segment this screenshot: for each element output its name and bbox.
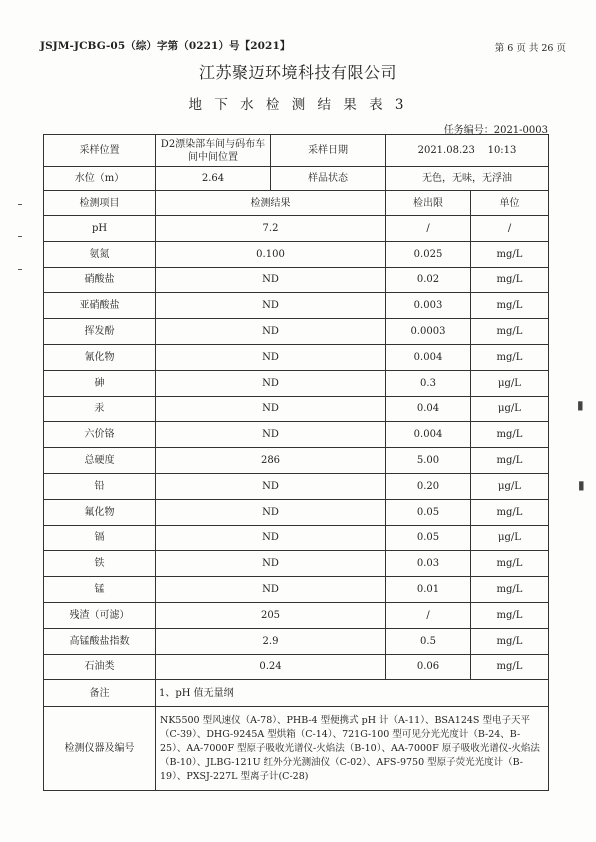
- row-limit: 0.004: [386, 422, 471, 448]
- table-row: [44, 551, 549, 577]
- table-row: [44, 293, 549, 319]
- remark-text: 1、pH 值无量纲: [156, 680, 549, 707]
- row-unit: mg/L: [471, 602, 549, 628]
- table-row: [44, 370, 549, 396]
- row-unit: mg/L: [471, 319, 549, 345]
- row-unit: mg/L: [471, 628, 549, 654]
- row-unit: mg/L: [471, 448, 549, 474]
- table-row: [44, 577, 549, 603]
- row-result: ND: [156, 396, 386, 422]
- table-row: [44, 499, 549, 525]
- row-result: 0.100: [156, 241, 386, 267]
- row-item: 氟化物: [44, 499, 156, 525]
- row-limit: 0.05: [386, 499, 471, 525]
- row-item: 氰化物: [44, 344, 156, 370]
- instruments-label: 检测仪器及编号: [44, 707, 156, 791]
- row-item: 高锰酸盐指数: [44, 628, 156, 654]
- table-row: [44, 396, 549, 422]
- info-row-location: [44, 135, 549, 167]
- row-limit: 0.02: [386, 267, 471, 293]
- row-item: 铁: [44, 551, 156, 577]
- row-unit: mg/L: [471, 344, 549, 370]
- row-limit: 0.20: [386, 473, 471, 499]
- row-item: 六价铬: [44, 422, 156, 448]
- row-result: ND: [156, 551, 386, 577]
- water-level-label: 水位（m）: [44, 167, 156, 191]
- row-result: ND: [156, 499, 386, 525]
- scan-tick-mark: [18, 236, 22, 237]
- row-item: 硝酸盐: [44, 267, 156, 293]
- time-value: 10:13: [487, 145, 517, 156]
- info-row-water-level: [44, 167, 549, 191]
- row-limit: 0.025: [386, 241, 471, 267]
- column-header-limit: 检出限: [386, 191, 471, 216]
- row-unit: mg/L: [471, 499, 549, 525]
- row-unit: /: [471, 216, 549, 242]
- row-result: 2.9: [156, 628, 386, 654]
- table-row: [44, 448, 549, 474]
- row-limit: 5.00: [386, 448, 471, 474]
- scan-edge-mark: ▮: [577, 398, 584, 412]
- row-limit: 0.003: [386, 293, 471, 319]
- row-unit: mg/L: [471, 577, 549, 603]
- sample-state-value: 无色，无味，无浮油: [386, 167, 549, 191]
- row-limit: 0.05: [386, 525, 471, 551]
- row-limit: 0.0003: [386, 319, 471, 345]
- row-unit: μg/L: [471, 370, 549, 396]
- row-item: 汞: [44, 396, 156, 422]
- row-unit: mg/L: [471, 241, 549, 267]
- table-row: [44, 216, 549, 242]
- date-label: 采样日期: [271, 135, 386, 167]
- row-result: ND: [156, 293, 386, 319]
- row-item: 镉: [44, 525, 156, 551]
- remark-label: 备注: [44, 680, 156, 707]
- water-level-value: 2.64: [156, 167, 271, 191]
- row-item: 总硬度: [44, 448, 156, 474]
- row-unit: μg/L: [471, 525, 549, 551]
- row-result: ND: [156, 422, 386, 448]
- row-item: 石油类: [44, 654, 156, 680]
- row-result: ND: [156, 267, 386, 293]
- page-info: 第 6 页 共 26 页: [494, 43, 566, 54]
- table-row: [44, 344, 549, 370]
- row-result: 7.2: [156, 216, 386, 242]
- task-number: 任务编号：2021-0003: [443, 125, 548, 136]
- row-limit: 0.04: [386, 396, 471, 422]
- instruments-text: NK5500 型风速仪（A-78）、PHB-4 型便携式 pH 计（A-11）、BSA124S 型电子天平（C-39）、DHG-9245A 型烘箱（C-14）、721G-100 型可见分光光度计（B-24、B-25）、AA-7000F 型原子吸收光谱仪-火焰法（B-10）、AA-7000F 原子吸收光谱仪-火焰法（B-10）、JLBG-121U 红外分光测油仪（C-02）、AFS-9750 型原子荧光光度计（B-19）、PXSJ-227L 型离子计(C-28): [156, 707, 549, 791]
- row-result: 286: [156, 448, 386, 474]
- row-result: ND: [156, 473, 386, 499]
- row-item: 氨氮: [44, 241, 156, 267]
- row-limit: 0.5: [386, 628, 471, 654]
- table-row: [44, 267, 549, 293]
- table-row: [44, 319, 549, 345]
- row-result: ND: [156, 319, 386, 345]
- row-result: ND: [156, 525, 386, 551]
- column-header-row: [44, 191, 549, 216]
- remark-row: [44, 680, 549, 707]
- scan-tick-mark: [18, 269, 22, 270]
- row-unit: mg/L: [471, 551, 549, 577]
- column-header-result: 检测结果: [156, 191, 386, 216]
- table-row: [44, 422, 549, 448]
- data-rows: [44, 216, 549, 680]
- row-item: 残渣（可滤）: [44, 602, 156, 628]
- row-limit: /: [386, 216, 471, 242]
- row-unit: μg/L: [471, 473, 549, 499]
- scan-edge-mark: ▮: [578, 478, 585, 492]
- row-unit: mg/L: [471, 293, 549, 319]
- row-limit: 0.004: [386, 344, 471, 370]
- row-unit: μg/L: [471, 396, 549, 422]
- scan-tick-mark: [18, 204, 22, 205]
- table-row: [44, 602, 549, 628]
- row-item: 锰: [44, 577, 156, 603]
- row-item: 砷: [44, 370, 156, 396]
- table-row: [44, 241, 549, 267]
- table-row: [44, 628, 549, 654]
- row-item: 铅: [44, 473, 156, 499]
- row-limit: 0.01: [386, 577, 471, 603]
- report-title: 地 下 水 检 测 结 果 表 3: [188, 97, 408, 113]
- row-result: 0.24: [156, 654, 386, 680]
- results-table: [43, 134, 549, 791]
- row-result: ND: [156, 577, 386, 603]
- row-unit: mg/L: [471, 267, 549, 293]
- row-result: 205: [156, 602, 386, 628]
- row-limit: 0.06: [386, 654, 471, 680]
- company-name: 江苏聚迈环境科技有限公司: [198, 63, 397, 82]
- row-item: 亚硝酸盐: [44, 293, 156, 319]
- table-row: [44, 654, 549, 680]
- row-limit: 0.03: [386, 551, 471, 577]
- row-unit: mg/L: [471, 422, 549, 448]
- column-header-item: 检测项目: [44, 191, 156, 216]
- document-code: JSJM-JCBG-05（综）字第（0221）号【2021】: [40, 40, 291, 52]
- sample-state-label: 样品状态: [271, 167, 386, 191]
- row-item: pH: [44, 216, 156, 242]
- row-limit: 0.3: [386, 370, 471, 396]
- table-row: [44, 525, 549, 551]
- row-unit: mg/L: [471, 654, 549, 680]
- location-label: 采样位置: [44, 135, 156, 167]
- row-result: ND: [156, 344, 386, 370]
- date-value: 2021.08.23: [417, 145, 475, 156]
- row-result: ND: [156, 370, 386, 396]
- date-time-value: [386, 135, 549, 167]
- row-item: 挥发酚: [44, 319, 156, 345]
- instruments-row: [44, 707, 549, 791]
- column-header-unit: 单位: [471, 191, 549, 216]
- table-row: [44, 473, 549, 499]
- row-limit: /: [386, 602, 471, 628]
- location-value: D2漂染部车间与码布车间中间位置: [156, 135, 271, 167]
